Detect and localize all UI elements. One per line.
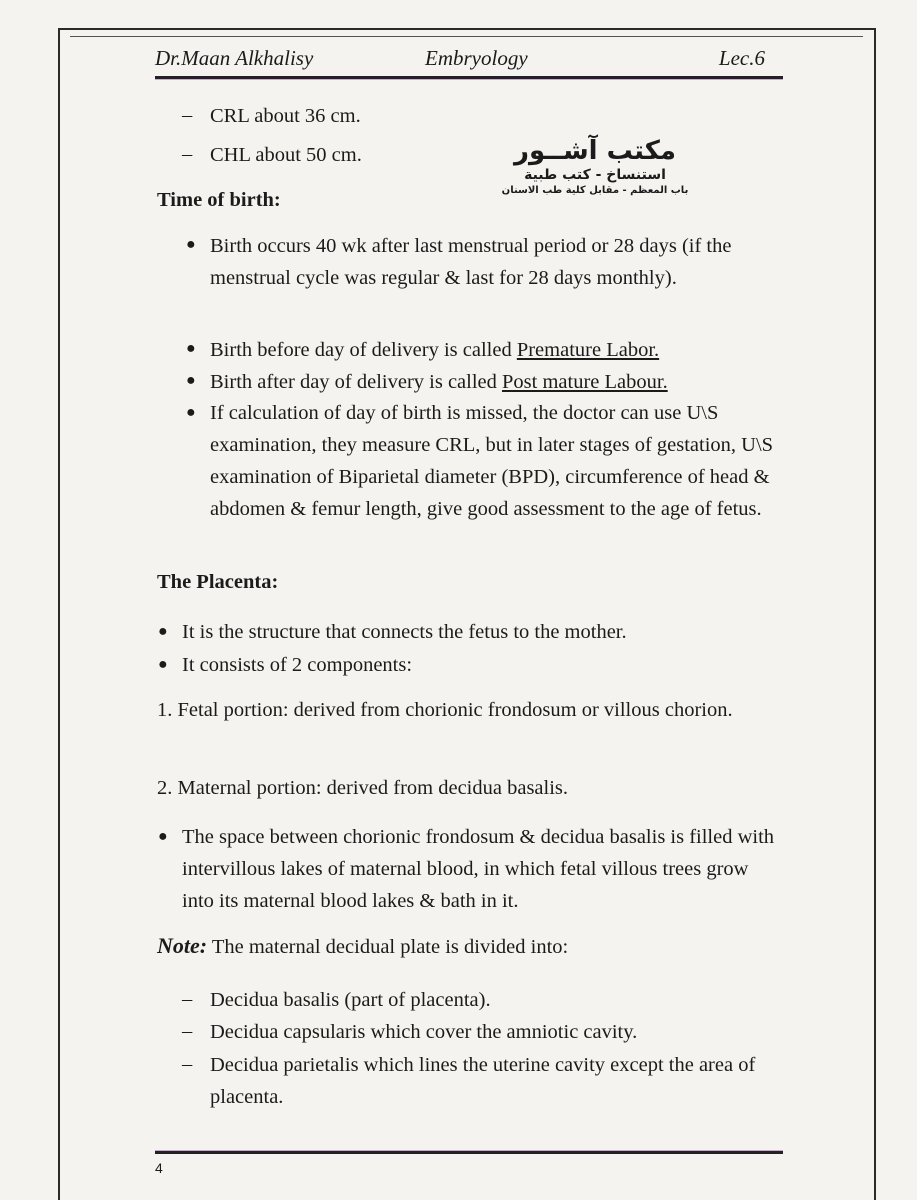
heading-placenta: The Placenta: <box>157 571 279 593</box>
premature-prefix: Birth before day of delivery is called <box>210 339 517 361</box>
bullet-dot: ● <box>158 623 168 640</box>
note-line <box>157 930 777 963</box>
dash-bullet: – <box>182 143 193 165</box>
header-author: Dr.Maan Alkhalisy <box>155 46 314 70</box>
stamp-subtitle: استنساخ - كتب طبية <box>524 167 666 183</box>
decidua-parietalis-item: Decidua parietalis which lines the uterine cavity except the area of placenta. <box>210 1054 756 1108</box>
header-lecture: Lec.6 <box>718 46 765 70</box>
fetal-portion-text: 1. Fetal portion: derived from chorionic frondosum or villous chorion. <box>157 699 733 721</box>
placenta-structure-text: It is the structure that connects the fetus to the mother. <box>182 621 627 643</box>
bullet-dot: ● <box>186 404 196 421</box>
shop-stamp <box>500 136 690 198</box>
header-rule <box>155 76 783 80</box>
postmature-text <box>210 366 770 398</box>
dash-bullet: – <box>182 988 193 1010</box>
note-text: The maternal decidual plate is divided into: <box>207 936 569 958</box>
measurement-chl: CHL about 50 cm. <box>210 144 362 166</box>
footer-rule <box>155 1150 783 1154</box>
bullet-dot: ● <box>186 236 196 253</box>
bullet-dot: ● <box>158 828 168 845</box>
decidua-capsularis-item: Decidua capsularis which cover the amniotic cavity. <box>210 1021 638 1043</box>
postmature-term: Post mature Labour. <box>502 371 668 393</box>
stamp-title: مكتب آشــور <box>514 136 676 166</box>
decidua-basalis-item: Decidua basalis (part of placenta). <box>210 989 491 1011</box>
note-label: Note: <box>157 933 208 958</box>
birth-occurs-text: Birth occurs 40 wk after last menstrual period or 28 days (if the menstrual cycle was regular & last for 28 days monthly). <box>210 235 732 289</box>
heading-time-of-birth: Time of birth: <box>157 189 281 211</box>
bullet-dot: ● <box>186 372 196 389</box>
bullet-dot: ● <box>158 656 168 673</box>
header-subject: Embryology <box>425 46 528 70</box>
maternal-portion-text: 2. Maternal portion: derived from decidua basalis. <box>157 777 569 799</box>
measurement-crl: CRL about 36 cm. <box>210 105 361 127</box>
calculation-text: If calculation of day of birth is missed, the doctor can use U\S examination, they measure CRL, but in later stages of gestation, U\S examination of Biparietal diameter (BPD), circumference of head & abdomen & femur length, give good assessment to the age of fetus. <box>210 402 774 520</box>
premature-term: Premature Labor. <box>516 339 660 361</box>
dash-bullet: – <box>182 1053 193 1075</box>
placenta-components-text: It consists of 2 components: <box>182 654 413 676</box>
dash-bullet: – <box>182 104 193 126</box>
stamp-address: باب المعظم - مقابل كلية طب الاسنان <box>501 185 689 196</box>
page-number: 4 <box>155 1160 163 1176</box>
intervillous-text: The space between chorionic frondosum & decidua basalis is filled with intervillous lakes of maternal blood, in which fetal villous trees grow into its maternal blood lakes & bath in it. <box>182 826 775 912</box>
bullet-dot: ● <box>186 340 196 357</box>
page-header <box>155 46 765 76</box>
premature-text <box>210 334 770 366</box>
page-border-inner <box>70 36 863 37</box>
postmature-prefix: Birth after day of delivery is called <box>210 371 503 393</box>
dash-bullet: – <box>182 1020 193 1042</box>
